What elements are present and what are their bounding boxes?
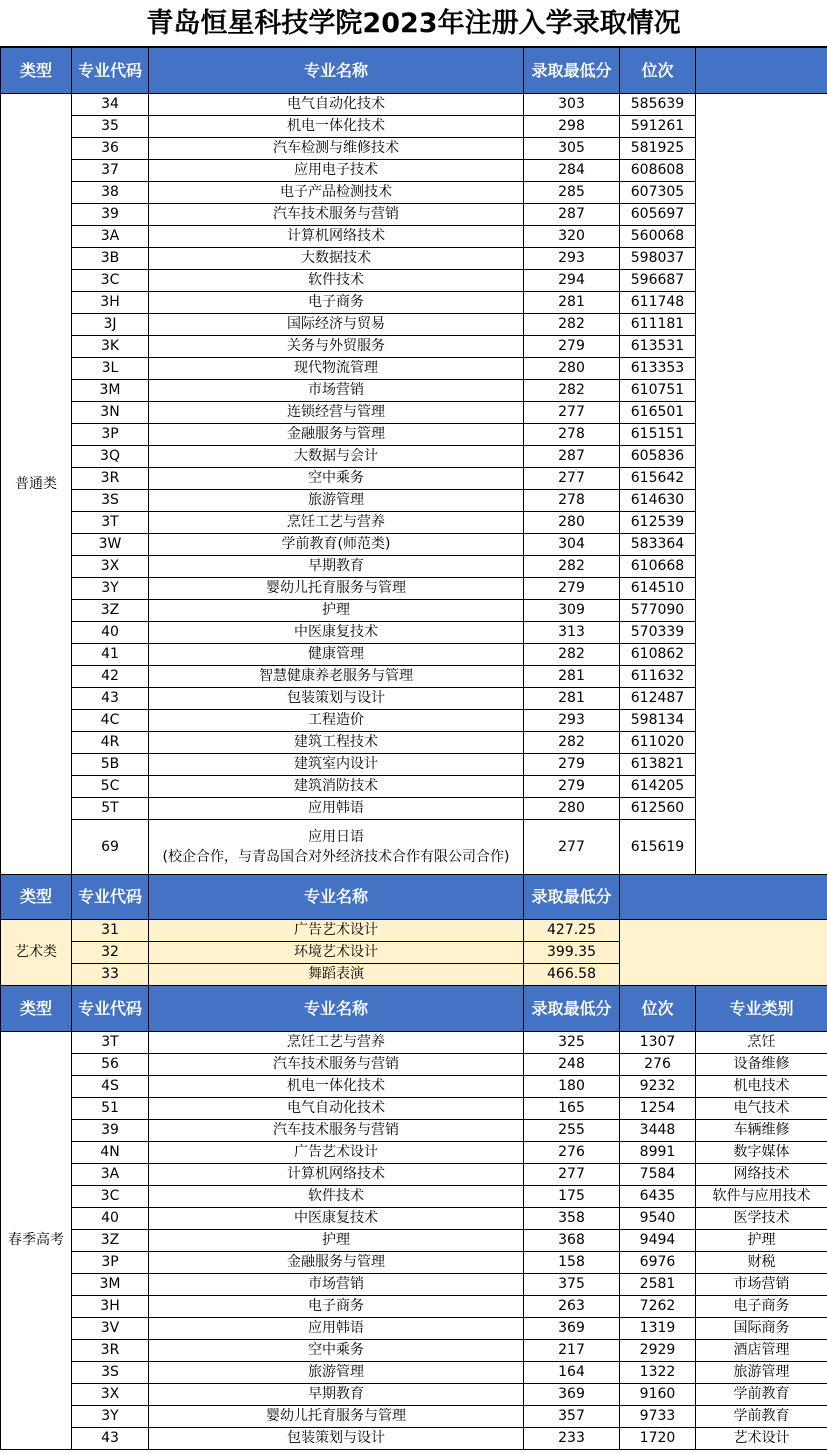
name-cell: 建筑消防技术 (149, 776, 524, 798)
score-cell: 282 (524, 644, 620, 666)
name-cell: 健康管理 (149, 644, 524, 666)
code-cell: 3N (72, 402, 149, 424)
code-cell: 3X (72, 556, 149, 578)
rank-cell: 613531 (620, 336, 696, 358)
code-cell: 3Z (72, 600, 149, 622)
score-cell: 280 (524, 358, 620, 380)
score-cell: 368 (524, 1230, 620, 1252)
name-cell: 汽车技术服务与营销 (149, 1054, 524, 1076)
table-row (1, 94, 827, 116)
header-row (1, 875, 827, 920)
table-row (1, 1318, 827, 1340)
header-rank: 位次 (620, 48, 696, 94)
score-cell: 305 (524, 138, 620, 160)
table-row (1, 1120, 827, 1142)
rank-cell: 7262 (620, 1296, 696, 1318)
score-cell: 320 (524, 226, 620, 248)
header-code: 专业代码 (72, 986, 149, 1032)
rank-cell: 615642 (620, 468, 696, 490)
name-cell: 学前教育(师范类) (149, 534, 524, 556)
name-cell: 智慧健康养老服务与管理 (149, 666, 524, 688)
score-cell: 287 (524, 446, 620, 468)
score-cell: 165 (524, 1098, 620, 1120)
name-cell: 护理 (149, 1230, 524, 1252)
score-cell: 293 (524, 710, 620, 732)
code-cell: 38 (72, 182, 149, 204)
name-cell: 机电一体化技术 (149, 1076, 524, 1098)
field-cell: 网络技术 (696, 1164, 827, 1186)
code-cell: 3Z (72, 1230, 149, 1252)
score-cell: 282 (524, 314, 620, 336)
code-cell: 3C (72, 1186, 149, 1208)
score-cell: 276 (524, 1142, 620, 1164)
rank-cell: 607305 (620, 182, 696, 204)
table-row (1, 1428, 827, 1450)
field-cell: 学前教育 (696, 1384, 827, 1406)
rank-cell: 611632 (620, 666, 696, 688)
score-cell: 298 (524, 116, 620, 138)
name-cell: 应用韩语 (149, 798, 524, 820)
code-cell: 39 (72, 204, 149, 226)
field-cell: 电气技术 (696, 1098, 827, 1120)
code-cell: 41 (72, 644, 149, 666)
name-cell: 金融服务与管理 (149, 1252, 524, 1274)
name-cell: 大数据与会计 (149, 446, 524, 468)
code-cell: 34 (72, 94, 149, 116)
code-cell: 3A (72, 1164, 149, 1186)
rank-cell: 577090 (620, 600, 696, 622)
name-cell: 护理 (149, 600, 524, 622)
field-cell: 烹饪 (696, 1032, 827, 1054)
rank-cell: 9494 (620, 1230, 696, 1252)
rank-cell: 610668 (620, 556, 696, 578)
code-cell: 33 (72, 964, 149, 986)
code-cell: 3B (72, 248, 149, 270)
code-cell: 40 (72, 622, 149, 644)
field-cell: 设备维修 (696, 1054, 827, 1076)
rank-cell: 1254 (620, 1098, 696, 1120)
rank-cell: 611748 (620, 292, 696, 314)
name-cell: 汽车检测与维修技术 (149, 138, 524, 160)
rank-cell: 591261 (620, 116, 696, 138)
score-cell: 282 (524, 380, 620, 402)
code-cell: 3M (72, 1274, 149, 1296)
header-row (1, 986, 827, 1032)
name-cell: 婴幼儿托育服务与管理 (149, 1406, 524, 1428)
name-cell: 电子产品检测技术 (149, 182, 524, 204)
rank-cell: 6435 (620, 1186, 696, 1208)
code-cell: 3R (72, 468, 149, 490)
name-cell: 应用韩语 (149, 1318, 524, 1340)
score-cell: 279 (524, 336, 620, 358)
rank-cell: 9733 (620, 1406, 696, 1428)
score-cell: 175 (524, 1186, 620, 1208)
score-cell: 466.58 (524, 964, 620, 986)
admission-table (0, 47, 827, 1450)
name-cell: 电气自动化技术 (149, 1098, 524, 1120)
score-cell: 281 (524, 666, 620, 688)
header-field: 专业类别 (696, 986, 827, 1032)
name-cell: 工程造价 (149, 710, 524, 732)
code-cell: 37 (72, 160, 149, 182)
name-cell: 早期教育 (149, 556, 524, 578)
score-cell: 279 (524, 578, 620, 600)
score-cell: 281 (524, 292, 620, 314)
code-cell: 43 (72, 1428, 149, 1450)
code-cell: 3J (72, 314, 149, 336)
name-cell: 国际经济与贸易 (149, 314, 524, 336)
name-cell: 连锁经营与管理 (149, 402, 524, 424)
name-cell: 建筑室内设计 (149, 754, 524, 776)
header-type: 类型 (1, 48, 72, 94)
rank-cell: 583364 (620, 534, 696, 556)
code-cell: 3C (72, 270, 149, 292)
category-cell: 春季高考 (1, 1032, 72, 1450)
score-cell: 279 (524, 776, 620, 798)
code-cell: 5B (72, 754, 149, 776)
score-cell: 280 (524, 512, 620, 534)
rank-cell: 2581 (620, 1274, 696, 1296)
field-cell: 软件与应用技术 (696, 1186, 827, 1208)
name-cell: 电子商务 (149, 1296, 524, 1318)
rank-cell: 614205 (620, 776, 696, 798)
empty-cell (696, 94, 827, 875)
score-cell: 282 (524, 556, 620, 578)
page-title: 青岛恒星科技学院2023年注册入学录取情况 (0, 0, 827, 47)
rank-cell: 614630 (620, 490, 696, 512)
rank-cell: 3448 (620, 1120, 696, 1142)
score-cell: 427.25 (524, 920, 620, 942)
score-cell: 278 (524, 490, 620, 512)
name-cell: 环境艺术设计 (149, 942, 524, 964)
score-cell: 309 (524, 600, 620, 622)
rank-cell: 1322 (620, 1362, 696, 1384)
rank-cell: 605697 (620, 204, 696, 226)
table-row (1, 1208, 827, 1230)
name-cell: 机电一体化技术 (149, 116, 524, 138)
code-cell: 69 (72, 820, 149, 875)
table-row (1, 1032, 827, 1054)
score-cell: 369 (524, 1384, 620, 1406)
score-cell: 277 (524, 402, 620, 424)
score-cell: 277 (524, 1164, 620, 1186)
code-cell: 3V (72, 1318, 149, 1340)
code-cell: 3H (72, 292, 149, 314)
header-type: 类型 (1, 875, 72, 920)
rank-cell: 611020 (620, 732, 696, 754)
rank-cell: 6976 (620, 1252, 696, 1274)
table-row (1, 1164, 827, 1186)
code-cell: 3Y (72, 578, 149, 600)
name-cell: 关务与外贸服务 (149, 336, 524, 358)
name-cell: 广告艺术设计 (149, 920, 524, 942)
field-cell: 国际商务 (696, 1318, 827, 1340)
rank-cell: 612487 (620, 688, 696, 710)
name-note: (校企合作，与青岛国合对外经济技术合作有限公司合作) (162, 849, 510, 865)
rank-cell: 581925 (620, 138, 696, 160)
name-cell: 应用电子技术 (149, 160, 524, 182)
code-cell: 3P (72, 1252, 149, 1274)
field-cell: 酒店管理 (696, 1340, 827, 1362)
code-cell: 3H (72, 1296, 149, 1318)
rank-cell: 9160 (620, 1384, 696, 1406)
rank-cell: 612560 (620, 798, 696, 820)
score-cell: 278 (524, 424, 620, 446)
score-cell: 294 (524, 270, 620, 292)
name-cell: 汽车技术服务与营销 (149, 204, 524, 226)
name-line: 应用日语 (308, 829, 364, 845)
name-cell: 婴幼儿托育服务与管理 (149, 578, 524, 600)
code-cell: 3S (72, 490, 149, 512)
score-cell: 279 (524, 754, 620, 776)
code-cell: 39 (72, 1120, 149, 1142)
header-empty (696, 48, 827, 94)
name-cell: 电子商务 (149, 292, 524, 314)
name-cell: 电气自动化技术 (149, 94, 524, 116)
name-cell: 建筑工程技术 (149, 732, 524, 754)
code-cell: 3K (72, 336, 149, 358)
score-cell: 217 (524, 1340, 620, 1362)
header-name: 专业名称 (149, 986, 524, 1032)
field-cell: 市场营销 (696, 1274, 827, 1296)
code-cell: 3P (72, 424, 149, 446)
code-cell: 40 (72, 1208, 149, 1230)
code-cell: 4R (72, 732, 149, 754)
rank-cell: 612539 (620, 512, 696, 534)
score-cell: 282 (524, 732, 620, 754)
name-cell: 中医康复技术 (149, 622, 524, 644)
score-cell: 287 (524, 204, 620, 226)
name-cell: 大数据技术 (149, 248, 524, 270)
code-cell: 5C (72, 776, 149, 798)
code-cell: 3Y (72, 1406, 149, 1428)
field-cell: 车辆维修 (696, 1120, 827, 1142)
code-cell: 42 (72, 666, 149, 688)
header-code: 专业代码 (72, 48, 149, 94)
rank-cell: 613353 (620, 358, 696, 380)
score-cell: 284 (524, 160, 620, 182)
name-cell: 空中乘务 (149, 1340, 524, 1362)
name-cell: 汽车技术服务与营销 (149, 1120, 524, 1142)
header-row (1, 48, 827, 94)
score-cell: 358 (524, 1208, 620, 1230)
rank-cell: 1720 (620, 1428, 696, 1450)
table-row (1, 1384, 827, 1406)
header-code: 专业代码 (72, 875, 149, 920)
rank-cell: 7584 (620, 1164, 696, 1186)
name-cell: 市场营销 (149, 380, 524, 402)
score-cell: 357 (524, 1406, 620, 1428)
field-cell: 财税 (696, 1252, 827, 1274)
code-cell: 32 (72, 942, 149, 964)
score-cell: 233 (524, 1428, 620, 1450)
score-cell: 277 (524, 468, 620, 490)
code-cell: 3A (72, 226, 149, 248)
header-rank: 位次 (620, 986, 696, 1032)
rank-cell: 611181 (620, 314, 696, 336)
name-cell: 包装策划与设计 (149, 688, 524, 710)
rank-cell: 598037 (620, 248, 696, 270)
name-cell: 烹饪工艺与营养 (149, 1032, 524, 1054)
name-cell: 软件技术 (149, 270, 524, 292)
score-cell: 304 (524, 534, 620, 556)
header-name: 专业名称 (149, 875, 524, 920)
code-cell: 43 (72, 688, 149, 710)
rank-cell: 614510 (620, 578, 696, 600)
table-row (1, 1296, 827, 1318)
table-row (1, 1230, 827, 1252)
score-cell: 180 (524, 1076, 620, 1098)
code-cell: 3Q (72, 446, 149, 468)
name-cell: 市场营销 (149, 1274, 524, 1296)
score-cell: 255 (524, 1120, 620, 1142)
table-row (1, 1252, 827, 1274)
name-cell (149, 820, 524, 875)
name-cell: 金融服务与管理 (149, 424, 524, 446)
name-cell: 烹饪工艺与营养 (149, 512, 524, 534)
rank-cell: 615151 (620, 424, 696, 446)
field-cell: 电子商务 (696, 1296, 827, 1318)
code-cell: 3X (72, 1384, 149, 1406)
table-row (1, 1054, 827, 1076)
rank-cell: 9232 (620, 1076, 696, 1098)
code-cell: 4C (72, 710, 149, 732)
score-cell: 313 (524, 622, 620, 644)
score-cell: 375 (524, 1274, 620, 1296)
rank-cell: 276 (620, 1054, 696, 1076)
table-row (1, 1406, 827, 1428)
rank-cell: 585639 (620, 94, 696, 116)
score-cell: 369 (524, 1318, 620, 1340)
score-cell: 158 (524, 1252, 620, 1274)
name-cell: 广告艺术设计 (149, 1142, 524, 1164)
category-cell: 艺术类 (1, 920, 72, 986)
name-cell: 现代物流管理 (149, 358, 524, 380)
field-cell: 学前教育 (696, 1406, 827, 1428)
rank-cell: 598134 (620, 710, 696, 732)
field-cell: 旅游管理 (696, 1362, 827, 1384)
name-cell: 旅游管理 (149, 490, 524, 512)
code-cell: 3T (72, 1032, 149, 1054)
field-cell: 护理 (696, 1230, 827, 1252)
score-cell: 263 (524, 1296, 620, 1318)
field-cell: 医学技术 (696, 1208, 827, 1230)
rank-cell: 1319 (620, 1318, 696, 1340)
score-cell: 281 (524, 688, 620, 710)
rank-cell: 2929 (620, 1340, 696, 1362)
score-cell: 280 (524, 798, 620, 820)
table-row (1, 920, 827, 942)
header-score: 录取最低分 (524, 986, 620, 1032)
field-cell: 艺术设计 (696, 1428, 827, 1450)
rank-cell: 610862 (620, 644, 696, 666)
score-cell: 285 (524, 182, 620, 204)
code-cell: 36 (72, 138, 149, 160)
code-cell: 31 (72, 920, 149, 942)
rank-cell: 615619 (620, 820, 696, 875)
table-row (1, 1142, 827, 1164)
code-cell: 51 (72, 1098, 149, 1120)
header-name: 专业名称 (149, 48, 524, 94)
table-row (1, 1076, 827, 1098)
score-cell: 325 (524, 1032, 620, 1054)
code-cell: 5T (72, 798, 149, 820)
category-cell: 普通类 (1, 94, 72, 875)
field-cell: 数字媒体 (696, 1142, 827, 1164)
header-type: 类型 (1, 986, 72, 1032)
name-cell: 中医康复技术 (149, 1208, 524, 1230)
score-cell: 303 (524, 94, 620, 116)
table-row (1, 1098, 827, 1120)
rank-cell: 610751 (620, 380, 696, 402)
rank-cell: 613821 (620, 754, 696, 776)
score-cell: 399.35 (524, 942, 620, 964)
name-cell: 早期教育 (149, 1384, 524, 1406)
score-cell: 164 (524, 1362, 620, 1384)
rank-cell: 560068 (620, 226, 696, 248)
name-cell: 软件技术 (149, 1186, 524, 1208)
code-cell: 35 (72, 116, 149, 138)
code-cell: 3W (72, 534, 149, 556)
name-cell: 包装策划与设计 (149, 1428, 524, 1450)
rank-cell: 605836 (620, 446, 696, 468)
code-cell: 3M (72, 380, 149, 402)
code-cell: 3R (72, 1340, 149, 1362)
rank-cell: 1307 (620, 1032, 696, 1054)
code-cell: 4N (72, 1142, 149, 1164)
name-cell: 旅游管理 (149, 1362, 524, 1384)
score-cell: 248 (524, 1054, 620, 1076)
name-cell: 计算机网络技术 (149, 226, 524, 248)
table-row (1, 1274, 827, 1296)
empty-cell (620, 920, 827, 986)
code-cell: 56 (72, 1054, 149, 1076)
rank-cell: 570339 (620, 622, 696, 644)
code-cell: 4S (72, 1076, 149, 1098)
score-cell: 293 (524, 248, 620, 270)
header-score: 录取最低分 (524, 875, 620, 920)
table-row (1, 1340, 827, 1362)
name-cell: 计算机网络技术 (149, 1164, 524, 1186)
code-cell: 3L (72, 358, 149, 380)
name-cell: 舞蹈表演 (149, 964, 524, 986)
rank-cell: 9540 (620, 1208, 696, 1230)
rank-cell: 616501 (620, 402, 696, 424)
field-cell: 机电技术 (696, 1076, 827, 1098)
code-cell: 3S (72, 1362, 149, 1384)
header-score: 录取最低分 (524, 48, 620, 94)
name-cell: 空中乘务 (149, 468, 524, 490)
header-empty (620, 875, 827, 920)
code-cell: 3T (72, 512, 149, 534)
table-row (1, 1186, 827, 1208)
rank-cell: 608608 (620, 160, 696, 182)
rank-cell: 8991 (620, 1142, 696, 1164)
rank-cell: 596687 (620, 270, 696, 292)
score-cell: 277 (524, 820, 620, 875)
table-row (1, 1362, 827, 1384)
